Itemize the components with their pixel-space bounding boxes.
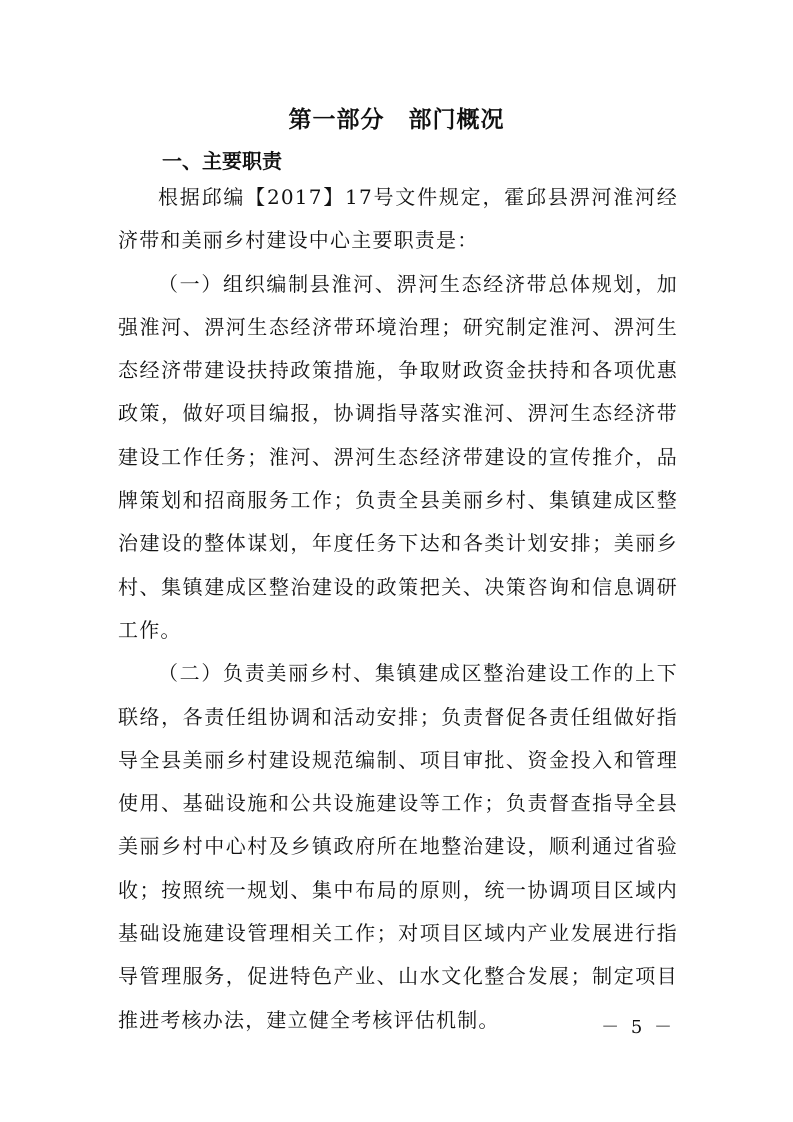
body-text bbox=[118, 176, 678, 1042]
paragraph-duty-two: （二）负责美丽乡村、集镇建成区整治建设工作的上下联络，各责任组协调和活动安排；负责督促各责任组做好指导全县美丽乡村建设规范编制、项目审批、资金投入和管理使用、基础设施和公共设施建设等工作；负责督查指导全县美丽乡村中心村及乡镇政府所在地整治建设，顺利通过省验收；按照统一规划、集中布局的原则，统一协调项目区域内基础设施建设管理相关工作；对项目区域内产业发展进行指导管理服务，促进特色产业、山水文化整合发展；制定项目推进考核办法，建立健全考核评估机制。 bbox=[118, 661, 678, 1032]
section-heading: 一、主要职责 bbox=[162, 149, 282, 173]
paragraph-intro: 根据邱编【2017】17号文件规定，霍邱县淠河淮河经济带和美丽乡村建设中心主要职责是： bbox=[118, 185, 678, 253]
title-part-one: 第一部分 bbox=[288, 107, 385, 133]
title-part-two: 部门概况 bbox=[408, 107, 505, 133]
paragraph-duty-one: （一）组织编制县淮河、淠河生态经济带总体规划，加强淮河、淠河生态经济带环境治理；研究制定淮河、淠河生态经济带建设扶持政策措施，争取财政资金扶持和各项优惠政策，做好项目编报，协调指导落实淮河、淠河生态经济带建设工作任务；淮河、淠河生态经济带建设的宣传推介，品牌策划和招商服务工作；负责全县美丽乡村、集镇建成区整治建设的整体谋划，年度任务下达和各类计划安排；美丽乡村、集镇建成区整治建设的政策把关、决策咨询和信息调研工作。 bbox=[118, 271, 678, 642]
page-title bbox=[0, 100, 793, 140]
page-number: － 5 － bbox=[601, 1017, 675, 1038]
